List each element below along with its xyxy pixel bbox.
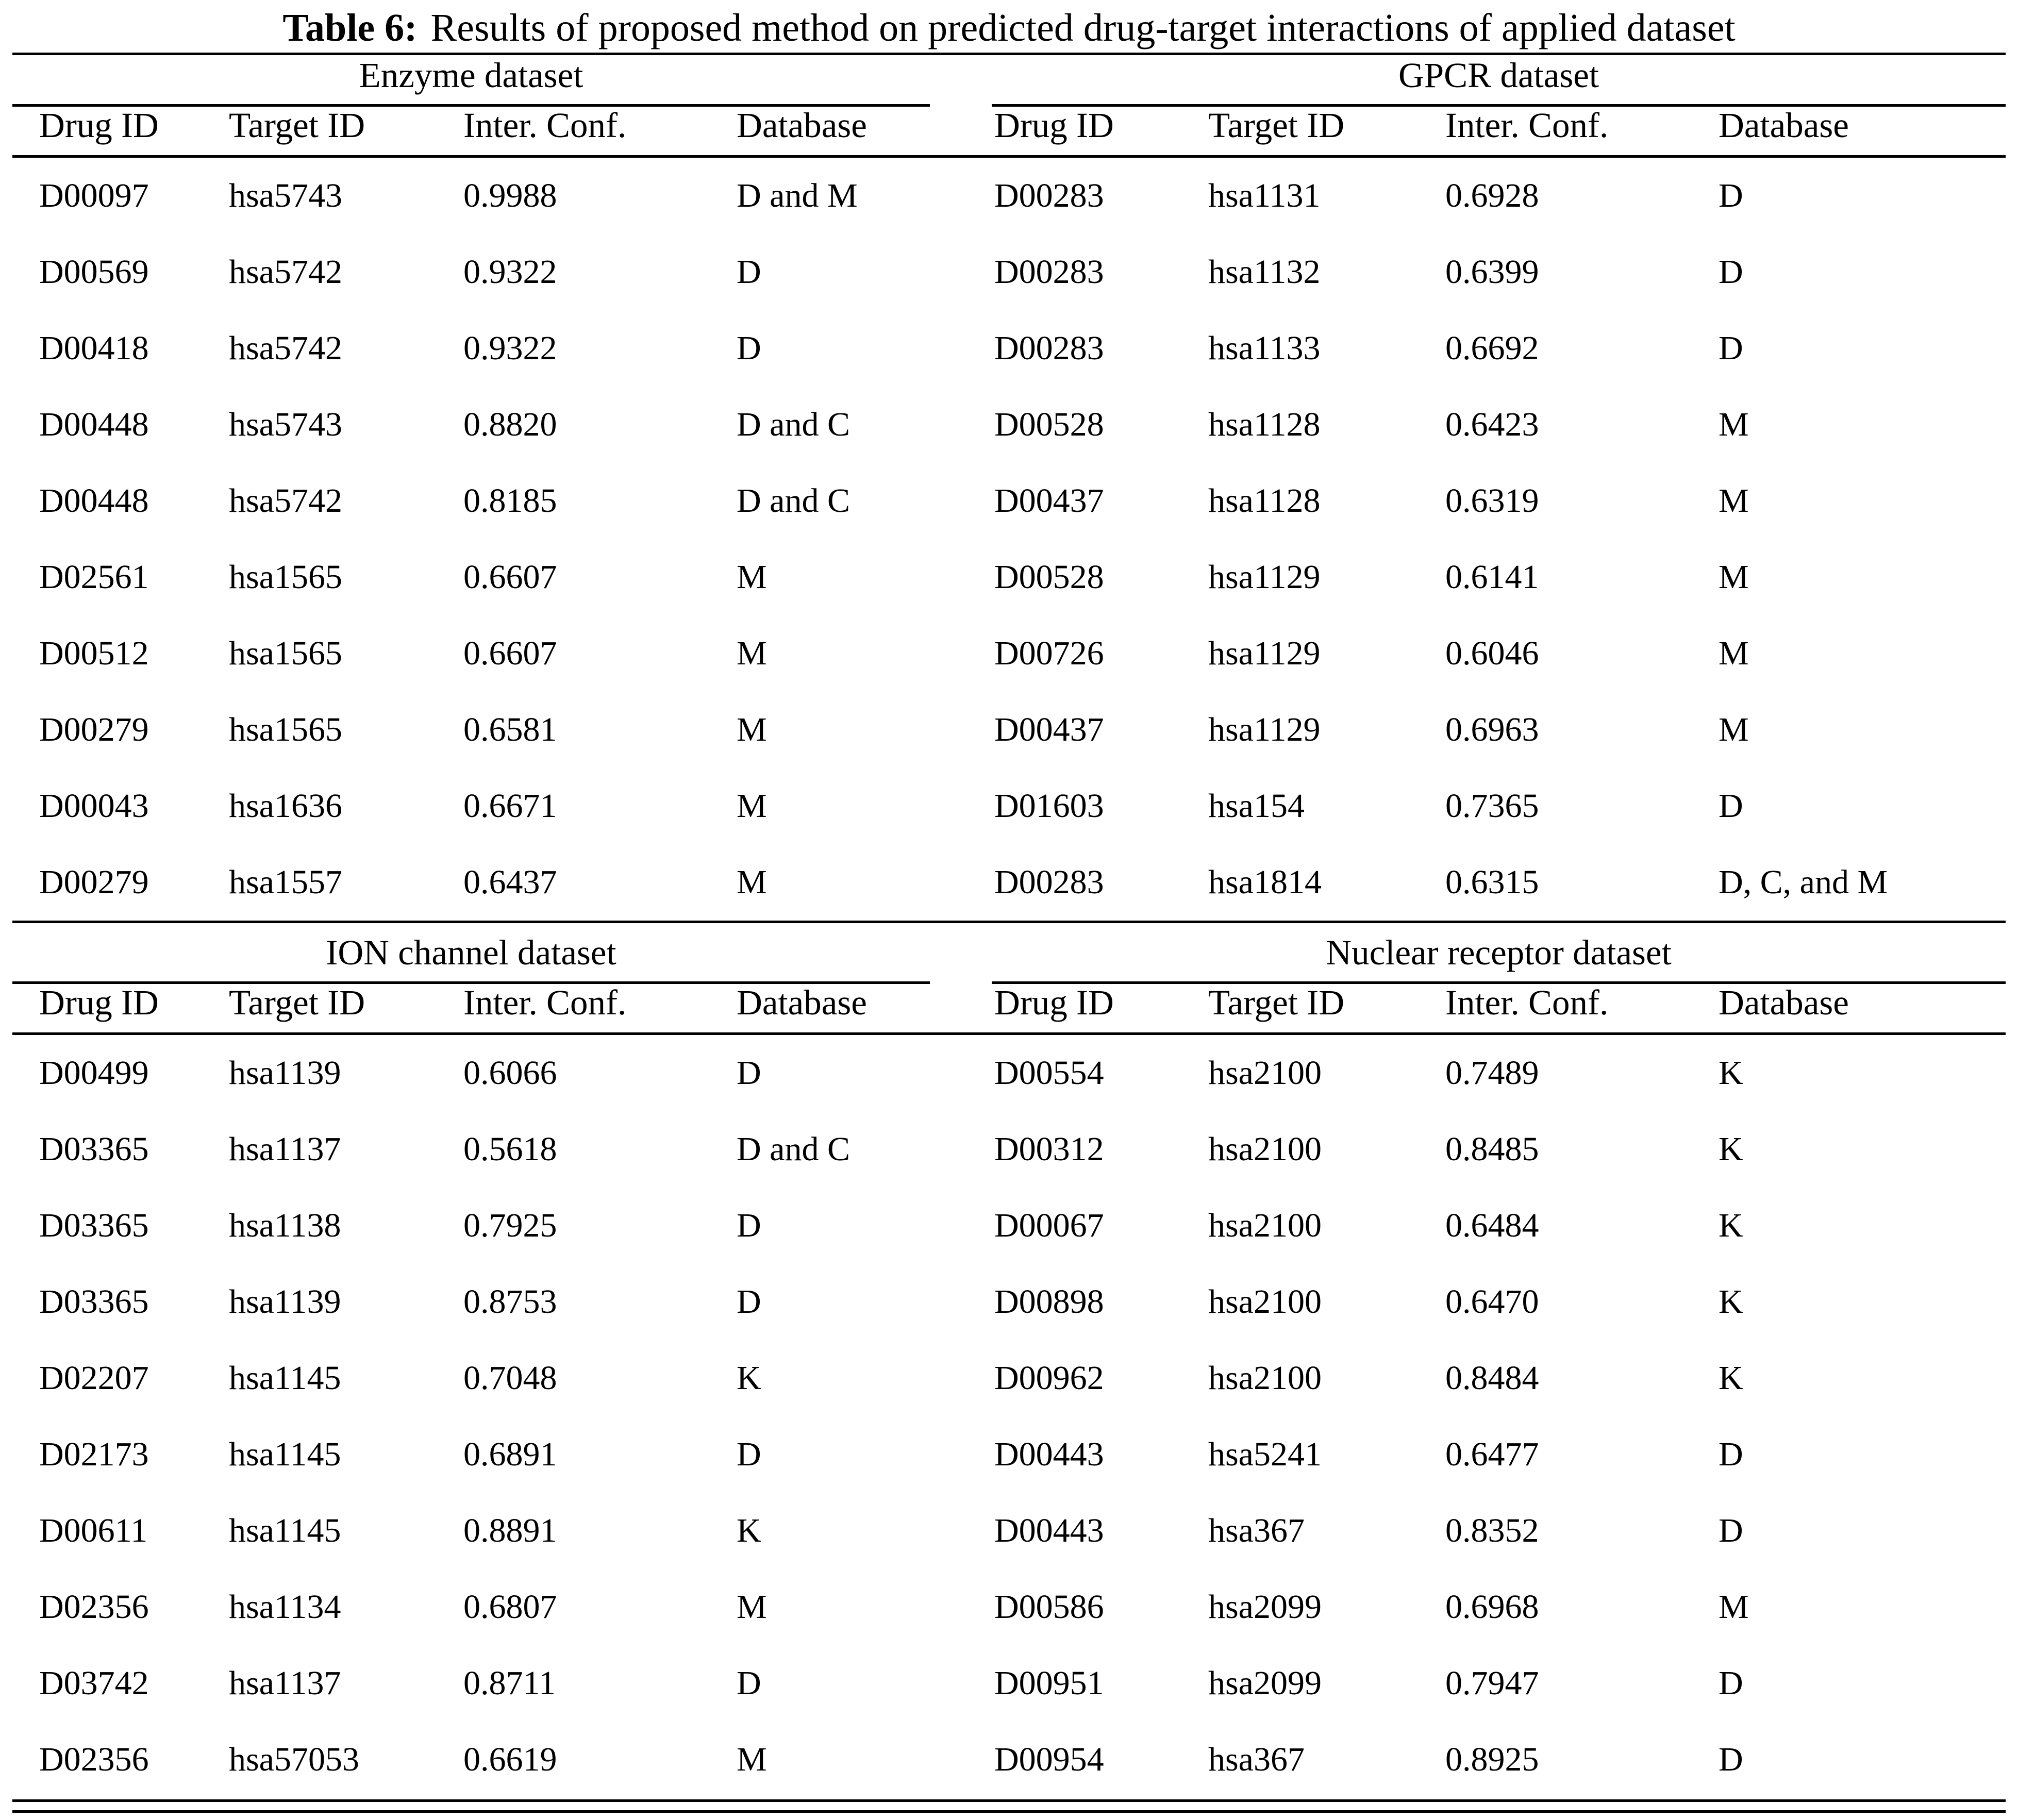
inter-conf-cell: 0.6607 <box>463 635 557 672</box>
drug-id-cell: D01603 <box>994 787 1104 825</box>
table-row <box>12 768 930 844</box>
inter-conf-cell: 0.8352 <box>1445 1512 1539 1549</box>
inter-conf-cell: 0.7365 <box>1445 787 1539 825</box>
drug-id-cell: D00726 <box>994 635 1104 672</box>
target-id-cell: hsa2099 <box>1208 1664 1322 1702</box>
column-gap <box>930 1035 992 1798</box>
inter-conf-cell: 0.6477 <box>1445 1435 1539 1473</box>
inter-conf-cell: 0.6928 <box>1445 177 1539 214</box>
drug-id-cell: D00437 <box>994 482 1104 520</box>
table-row <box>992 615 2006 692</box>
inter-conf-cell: 0.7489 <box>1445 1054 1539 1092</box>
database-cell: M <box>737 863 767 901</box>
drug-id-cell: D00279 <box>39 863 149 901</box>
drug-id-cell: D00043 <box>39 787 149 825</box>
target-id-cell: hsa1128 <box>1208 482 1321 520</box>
column-header-database: Database <box>737 106 867 145</box>
database-cell: D <box>737 1435 761 1473</box>
table-row <box>12 539 930 615</box>
nuclear-receptor-dataset-rows <box>992 1035 2006 1798</box>
bottom-rule-lower <box>12 1810 2006 1813</box>
column-gap <box>930 158 992 921</box>
drug-id-cell: D00443 <box>994 1435 1104 1473</box>
inter-conf-cell: 0.6315 <box>1445 863 1539 901</box>
drug-id-cell: D00448 <box>39 482 149 520</box>
target-id-cell: hsa1565 <box>229 635 342 672</box>
inter-conf-cell: 0.9322 <box>463 253 557 291</box>
database-cell: M <box>737 711 767 748</box>
table-row <box>992 1569 2006 1645</box>
table-row <box>992 1264 2006 1340</box>
inter-conf-cell: 0.6619 <box>463 1741 557 1778</box>
target-id-cell: hsa367 <box>1208 1512 1305 1549</box>
target-id-cell: hsa154 <box>1208 787 1305 825</box>
bottom-rule-gap <box>12 1802 2006 1810</box>
target-id-cell: hsa1137 <box>229 1130 341 1168</box>
inter-conf-cell: 0.6607 <box>463 558 557 596</box>
inter-conf-cell: 0.6968 <box>1445 1588 1539 1626</box>
drug-id-cell: D00554 <box>994 1054 1104 1092</box>
database-cell: D <box>737 253 761 291</box>
column-header-database: Database <box>1719 983 1849 1022</box>
target-id-cell: hsa2100 <box>1208 1130 1322 1168</box>
drug-id-cell: D00898 <box>994 1283 1104 1321</box>
database-cell: D and C <box>737 406 850 443</box>
database-cell: D <box>1719 1741 1743 1778</box>
table-row <box>992 310 2006 387</box>
drug-id-cell: D00512 <box>39 635 149 672</box>
inter-conf-cell: 0.8485 <box>1445 1130 1539 1168</box>
table-row <box>12 1035 930 1111</box>
inter-conf-cell: 0.9322 <box>463 329 557 367</box>
top-data-section <box>12 158 2006 921</box>
inter-conf-cell: 0.6963 <box>1445 711 1539 748</box>
table-row <box>12 1569 930 1645</box>
inter-conf-cell: 0.6066 <box>463 1054 557 1092</box>
ion-channel-dataset-title <box>12 923 930 984</box>
target-id-cell: hsa2100 <box>1208 1207 1322 1244</box>
inter-conf-cell: 0.6692 <box>1445 329 1539 367</box>
gpcr-column-headers <box>992 107 2006 155</box>
database-cell: M <box>1719 1588 1749 1626</box>
target-id-cell: hsa367 <box>1208 1741 1305 1778</box>
inter-conf-cell: 0.8891 <box>463 1512 557 1549</box>
target-id-cell: hsa1129 <box>1208 635 1321 672</box>
inter-conf-cell: 0.8185 <box>463 482 557 520</box>
ion-channel-dataset-rows <box>12 1035 930 1798</box>
drug-id-cell: D00448 <box>39 406 149 443</box>
table-row <box>12 1645 930 1722</box>
database-cell: D <box>737 329 761 367</box>
database-cell: M <box>737 558 767 596</box>
drug-id-cell: D00528 <box>994 558 1104 596</box>
database-cell: M <box>737 1741 767 1778</box>
database-cell: M <box>737 787 767 825</box>
target-id-cell: hsa1814 <box>1208 863 1322 901</box>
top-header-row <box>12 107 2006 155</box>
inter-conf-cell: 0.7048 <box>463 1359 557 1397</box>
target-id-cell: hsa1134 <box>229 1588 341 1626</box>
database-cell: D <box>1719 253 1743 291</box>
table-row <box>12 234 930 310</box>
inter-conf-cell: 0.8484 <box>1445 1359 1539 1397</box>
table-row <box>12 310 930 387</box>
database-cell: K <box>1719 1130 1743 1168</box>
inter-conf-cell: 0.6399 <box>1445 253 1539 291</box>
database-cell: D <box>737 1283 761 1321</box>
drug-id-cell: D02207 <box>39 1359 149 1397</box>
target-id-cell: hsa1128 <box>1208 406 1321 443</box>
table-caption-text: Results of proposed method on predicted drug-target interactions of applied dataset <box>430 6 1736 49</box>
table-row <box>12 463 930 539</box>
drug-id-cell: D03365 <box>39 1283 149 1321</box>
target-id-cell: hsa1145 <box>229 1512 341 1549</box>
target-id-cell: hsa2099 <box>1208 1588 1322 1626</box>
drug-id-cell: D00586 <box>994 1588 1104 1626</box>
inter-conf-cell: 0.6319 <box>1445 482 1539 520</box>
column-gap <box>930 55 992 107</box>
column-header-database: Database <box>737 983 867 1022</box>
database-cell: D <box>1719 177 1743 214</box>
enzyme-dataset-title <box>12 55 930 107</box>
table-row <box>992 1722 2006 1798</box>
drug-id-cell: D00951 <box>994 1664 1104 1702</box>
table-row <box>12 1493 930 1569</box>
drug-id-cell: D00611 <box>39 1512 148 1549</box>
database-cell: D <box>1719 1664 1743 1702</box>
nuclear-receptor-dataset-title <box>992 923 2006 984</box>
database-cell: K <box>1719 1359 1743 1397</box>
table-row <box>992 1035 2006 1111</box>
column-header-drug-id: Drug ID <box>39 983 159 1022</box>
database-cell: D <box>1719 329 1743 367</box>
table-caption <box>12 3 2006 53</box>
database-cell: M <box>1719 635 1749 672</box>
database-cell: D <box>1719 1512 1743 1549</box>
inter-conf-cell: 0.5618 <box>463 1130 557 1168</box>
drug-id-cell: D00283 <box>994 177 1104 214</box>
table-row <box>12 1340 930 1416</box>
database-cell: D and C <box>737 482 850 520</box>
column-header-inter-conf: Inter. Conf. <box>463 106 627 145</box>
enzyme-column-headers <box>12 107 930 155</box>
table-row <box>992 387 2006 463</box>
drug-id-cell: D00279 <box>39 711 149 748</box>
drug-id-cell: D03365 <box>39 1130 149 1168</box>
table-row <box>12 387 930 463</box>
inter-conf-cell: 0.6671 <box>463 787 557 825</box>
table-row <box>992 692 2006 768</box>
dataset-title-label: GPCR dataset <box>1398 56 1599 95</box>
inter-conf-cell: 0.8711 <box>463 1664 556 1702</box>
dataset-title-label: Nuclear receptor dataset <box>1326 933 1672 972</box>
drug-id-cell: D00954 <box>994 1741 1104 1778</box>
table-row <box>12 615 930 692</box>
drug-id-cell: D02561 <box>39 558 149 596</box>
database-cell: D and C <box>737 1130 850 1168</box>
table-row <box>12 1264 930 1340</box>
table-row <box>992 158 2006 234</box>
database-cell: M <box>1719 558 1749 596</box>
inter-conf-cell: 0.8820 <box>463 406 557 443</box>
database-cell: M <box>1719 482 1749 520</box>
database-cell: K <box>1719 1054 1743 1092</box>
drug-id-cell: D00418 <box>39 329 149 367</box>
table-row <box>12 158 930 234</box>
dataset-title-label: ION channel dataset <box>326 933 616 972</box>
target-id-cell: hsa1129 <box>1208 558 1321 596</box>
inter-conf-cell: 0.8925 <box>1445 1741 1539 1778</box>
column-header-drug-id: Drug ID <box>994 106 1114 145</box>
nuclear-receptor-column-headers <box>992 984 2006 1032</box>
drug-id-cell: D00283 <box>994 863 1104 901</box>
target-id-cell: hsa1137 <box>229 1664 341 1702</box>
target-id-cell: hsa1133 <box>1208 329 1321 367</box>
top-dataset-titles-row <box>12 55 2006 107</box>
drug-id-cell: D02356 <box>39 1741 149 1778</box>
database-cell: D <box>1719 1435 1743 1473</box>
inter-conf-cell: 0.7947 <box>1445 1664 1539 1702</box>
table-row <box>992 1188 2006 1264</box>
target-id-cell: hsa1139 <box>229 1283 341 1321</box>
target-id-cell: hsa1131 <box>1208 177 1321 214</box>
inter-conf-cell: 0.6046 <box>1445 635 1539 672</box>
gpcr-dataset-title <box>992 55 2006 107</box>
drug-id-cell: D00528 <box>994 406 1104 443</box>
inter-conf-cell: 0.8753 <box>463 1283 557 1321</box>
target-id-cell: hsa5742 <box>229 253 342 291</box>
target-id-cell: hsa2100 <box>1208 1283 1322 1321</box>
dataset-title-label: Enzyme dataset <box>359 56 583 95</box>
table-row <box>12 844 930 921</box>
target-id-cell: hsa1138 <box>229 1207 341 1244</box>
database-cell: K <box>1719 1207 1743 1244</box>
inter-conf-cell: 0.6470 <box>1445 1283 1539 1321</box>
bottom-data-section <box>12 1035 2006 1798</box>
inter-conf-cell: 0.6891 <box>463 1435 557 1473</box>
column-header-inter-conf: Inter. Conf. <box>1445 106 1609 145</box>
column-gap <box>930 923 992 984</box>
drug-id-cell: D00097 <box>39 177 149 214</box>
target-id-cell: hsa1636 <box>229 787 342 825</box>
drug-id-cell: D00962 <box>994 1359 1104 1397</box>
drug-id-cell: D00283 <box>994 253 1104 291</box>
database-cell: K <box>737 1359 761 1397</box>
table-row <box>992 844 2006 921</box>
column-header-database: Database <box>1719 106 1849 145</box>
target-id-cell: hsa5241 <box>1208 1435 1322 1473</box>
target-id-cell: hsa1145 <box>229 1435 341 1473</box>
drug-id-cell: D02173 <box>39 1435 149 1473</box>
table-row <box>992 1340 2006 1416</box>
drug-id-cell: D00437 <box>994 711 1104 748</box>
column-header-target-id: Target ID <box>229 106 365 145</box>
table-row <box>992 1416 2006 1493</box>
column-header-target-id: Target ID <box>1208 983 1345 1022</box>
database-cell: M <box>737 1588 767 1626</box>
column-header-inter-conf: Inter. Conf. <box>1445 983 1609 1022</box>
database-cell: D <box>1719 787 1743 825</box>
inter-conf-cell: 0.7925 <box>463 1207 557 1244</box>
column-header-drug-id: Drug ID <box>39 106 159 145</box>
drug-id-cell: D00569 <box>39 253 149 291</box>
drug-id-cell: D00443 <box>994 1512 1104 1549</box>
table-row <box>12 1111 930 1188</box>
target-id-cell: hsa5742 <box>229 482 342 520</box>
database-cell: D <box>737 1664 761 1702</box>
database-cell: D, C, and M <box>1719 863 1888 901</box>
ion-channel-column-headers <box>12 984 930 1032</box>
table-row <box>12 1722 930 1798</box>
database-cell: K <box>1719 1283 1743 1321</box>
column-header-inter-conf: Inter. Conf. <box>463 983 627 1022</box>
table-row <box>992 768 2006 844</box>
drug-id-cell: D00067 <box>994 1207 1104 1244</box>
inter-conf-cell: 0.6484 <box>1445 1207 1539 1244</box>
column-header-target-id: Target ID <box>1208 106 1345 145</box>
database-cell: D <box>737 1054 761 1092</box>
drug-id-cell: D00312 <box>994 1130 1104 1168</box>
inter-conf-cell: 0.6423 <box>1445 406 1539 443</box>
drug-id-cell: D03365 <box>39 1207 149 1244</box>
target-id-cell: hsa1565 <box>229 558 342 596</box>
target-id-cell: hsa57053 <box>229 1741 359 1778</box>
gpcr-dataset-rows <box>992 158 2006 921</box>
drug-id-cell: D03742 <box>39 1664 149 1702</box>
column-gap <box>930 107 992 155</box>
target-id-cell: hsa1129 <box>1208 711 1321 748</box>
table-row <box>992 539 2006 615</box>
database-cell: D <box>737 1207 761 1244</box>
table-row <box>992 1111 2006 1188</box>
target-id-cell: hsa5743 <box>229 406 342 443</box>
table-caption-label: Table 6: <box>282 6 418 49</box>
target-id-cell: hsa2100 <box>1208 1359 1322 1397</box>
column-header-drug-id: Drug ID <box>994 983 1114 1022</box>
database-cell: M <box>1719 711 1749 748</box>
inter-conf-cell: 0.6807 <box>463 1588 557 1626</box>
inter-conf-cell: 0.6141 <box>1445 558 1539 596</box>
target-id-cell: hsa1139 <box>229 1054 341 1092</box>
target-id-cell: hsa1565 <box>229 711 342 748</box>
database-cell: K <box>737 1512 761 1549</box>
table-row <box>992 1493 2006 1569</box>
bottom-dataset-titles-row <box>12 923 2006 984</box>
target-id-cell: hsa5743 <box>229 177 342 214</box>
table-row <box>12 1188 930 1264</box>
target-id-cell: hsa1145 <box>229 1359 341 1397</box>
table-row <box>12 692 930 768</box>
drug-id-cell: D00499 <box>39 1054 149 1092</box>
column-gap <box>930 984 992 1032</box>
inter-conf-cell: 0.6437 <box>463 863 557 901</box>
target-id-cell: hsa2100 <box>1208 1054 1322 1092</box>
bottom-header-row <box>12 984 2006 1032</box>
database-cell: M <box>737 635 767 672</box>
database-cell: M <box>1719 406 1749 443</box>
drug-id-cell: D02356 <box>39 1588 149 1626</box>
table-row <box>992 1645 2006 1722</box>
target-id-cell: hsa1557 <box>229 863 342 901</box>
target-id-cell: hsa1132 <box>1208 253 1321 291</box>
drug-id-cell: D00283 <box>994 329 1104 367</box>
table-row <box>992 463 2006 539</box>
target-id-cell: hsa5742 <box>229 329 342 367</box>
column-header-target-id: Target ID <box>229 983 365 1022</box>
inter-conf-cell: 0.9988 <box>463 177 557 214</box>
table-row <box>12 1416 930 1493</box>
table-row <box>992 234 2006 310</box>
database-cell: D and M <box>737 177 858 214</box>
inter-conf-cell: 0.6581 <box>463 711 557 748</box>
enzyme-dataset-rows <box>12 158 930 921</box>
